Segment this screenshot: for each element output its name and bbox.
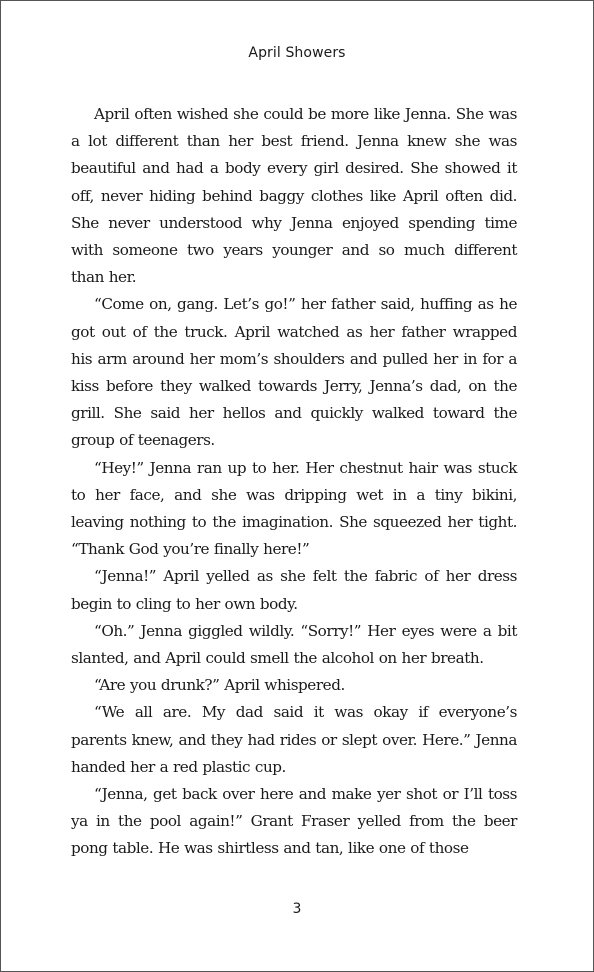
paragraph: “Jenna, get back over here and make yer shot or I’ll toss ya in the pool again!” Grant Fraser yelled from the beer pong table. He was shirtless and tan, like one of those [71,785,517,858]
page-number: 3 [292,901,302,917]
paragraph: April often wished she could be more like Jenna. She was a lot different than her best friend. Jenna knew she was beautiful and had a body every girl desired. She showed it off, never hiding behind baggy clothes like April often did. She never understood why Jenna enjoyed spending time with someone two years younger and so much different than her. [71,105,517,287]
paragraph: “Are you drunk?” April whispered. [94,676,345,695]
paragraph: “Come on, gang. Let’s go!” her father said, huffing as he got out of the truck. April watched as her father wrapped his arm around her mom’s shoulders and pulled her in for a kiss before they walked towards Jerry, Jenna’s dad, on the grill. She said her hellos and quickly walked toward the group of teenagers. [71,295,517,450]
running-title: April Showers [248,45,346,61]
paragraph: “Oh.” Jenna giggled wildly. “Sorry!” Her eyes were a bit slanted, and April could smell the alcohol on her breath. [71,621,517,668]
paragraph: “Hey!” Jenna ran up to her. Her chestnut hair was stuck to her face, and she was dripping wet in a tiny bikini, leaving nothing to the imagination. She squeezed her tight. “Thank God you’re finally here!” [71,458,517,559]
paragraph: “We all are. My dad said it was okay if everyone’s parents knew, and they had rides or slept over. Here.” Jenna handed her a red plastic cup. [71,703,517,776]
page-body [71,101,517,863]
paragraph: “Jenna!” April yelled as she felt the fabric of her dress begin to cling to her own body. [71,567,517,613]
